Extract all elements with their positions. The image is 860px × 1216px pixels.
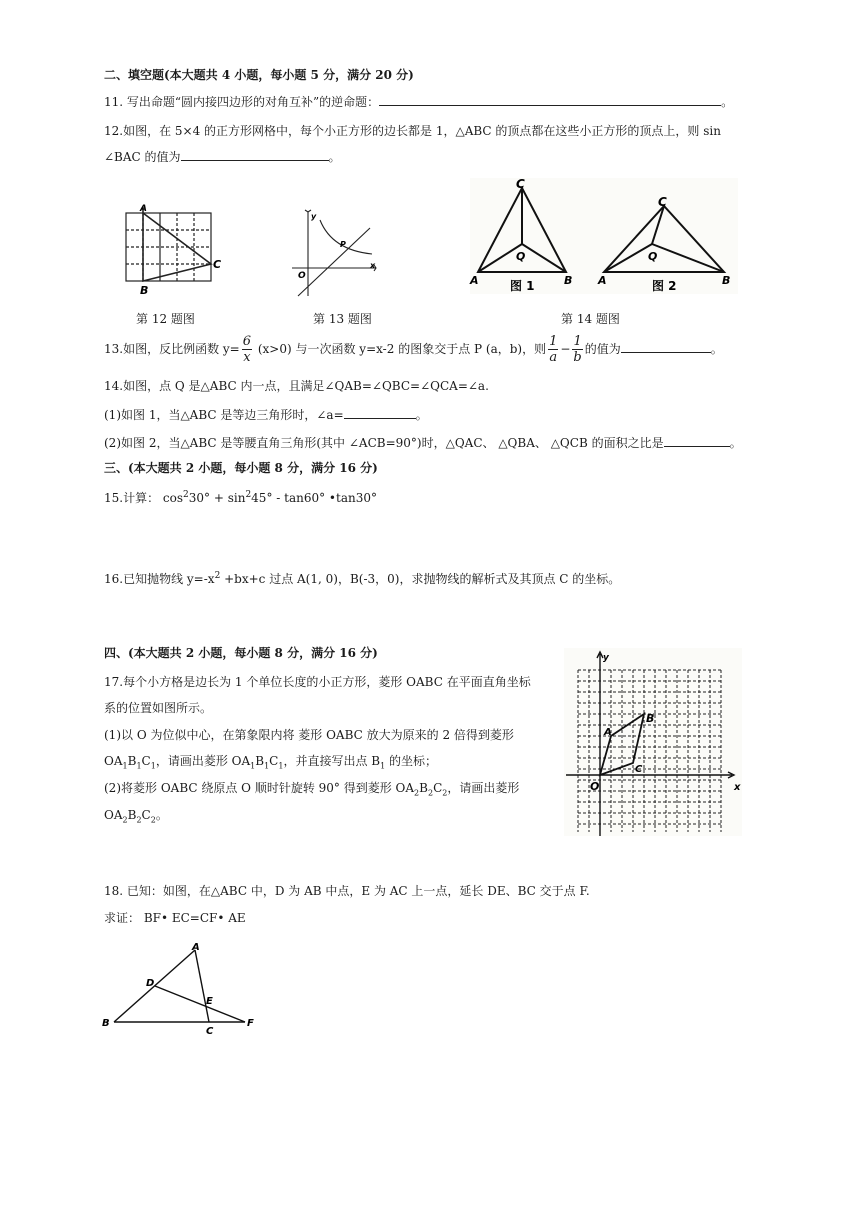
fig17-label-x: x xyxy=(734,782,741,793)
q13-f2-den: b xyxy=(573,350,582,365)
fig13-label-y: y xyxy=(311,212,317,221)
q14-part1-end: 。 xyxy=(415,408,428,422)
q17-sub-b1b: 1 xyxy=(264,761,270,771)
section3-heading: 三、(本大题共 2 小题，每小题 8 分，满分 16 分) xyxy=(104,461,378,475)
q17-sub-b1c: 1 xyxy=(380,761,386,771)
q14-part2-end: 。 xyxy=(729,436,742,450)
figure-13 xyxy=(290,210,380,300)
q14-line1: 14.如图，点 Q 是△ABC 内一点，且满足∠QAB=∠QBC=∠QCA=∠a. xyxy=(104,379,489,393)
fig14a-label-q: Q xyxy=(516,250,526,263)
q14-part2-answer-blank[interactable] xyxy=(664,434,730,447)
q17-line1: 17.每个小方格是边长为 1 个单位长度的小正方形，菱形 OABC 在平面直角坐标 xyxy=(104,675,531,689)
section2-heading: 二、填空题(本大题共 4 小题，每小题 5 分，满分 20 分) xyxy=(104,68,414,82)
q17-line4 xyxy=(104,753,437,774)
q17-l5-c: C xyxy=(433,781,443,795)
q17-l6-b: B xyxy=(127,808,137,822)
q13-fraction-1-over-a xyxy=(548,334,558,365)
q11-end: 。 xyxy=(721,95,734,109)
fig12-label-a: A xyxy=(140,204,147,214)
q14-part1-answer-blank[interactable] xyxy=(344,406,416,419)
q17-l4-f: C xyxy=(269,754,279,768)
q12-end: 。 xyxy=(328,150,341,164)
fig14a-label-b: B xyxy=(564,274,573,287)
q14-part2-text: (2)如图 2，当△ABC 是等腰直角三角形(其中 ∠ACB=90°)时，△QAC、 △QBA、 △QCB 的面积之比是 xyxy=(104,436,664,450)
fig14a-label-a: A xyxy=(470,274,479,287)
fig18-label-c: C xyxy=(206,1026,214,1037)
q17-l5-a: (2)将菱形 OABC 绕原点 O 顺时针旋转 90° 得到菱形 OA xyxy=(104,781,415,795)
q12-answer-blank[interactable] xyxy=(181,148,329,161)
q15-text-b: 30° + sin xyxy=(188,491,246,505)
q17-sub-a2b: 2 xyxy=(122,815,128,825)
q17-l4-c: C xyxy=(141,754,151,768)
q17-sub-c2: 2 xyxy=(442,788,448,798)
q17-line6 xyxy=(104,807,168,828)
q15-text-c: 45° - tan60° •tan30° xyxy=(251,491,377,505)
fig14b-label-b: B xyxy=(722,274,731,287)
q15-sup1: 2 xyxy=(183,490,189,500)
q17-sub-a2: 2 xyxy=(414,788,420,798)
q17-l4-h: 的坐标； xyxy=(385,754,437,768)
q11-answer-blank[interactable] xyxy=(379,93,721,106)
fig13-label-x: x xyxy=(370,261,376,270)
q13-f2-num: 1 xyxy=(573,334,582,349)
figure-17 xyxy=(562,648,744,838)
fig18-label-b: B xyxy=(102,1018,110,1029)
q16-text-b: +bx+c 过点 A(1, 0)，B(-3，0)，求抛物线的解析式及其顶点 C 的坐标。 xyxy=(220,572,621,586)
q11-text: 11. 写出命题“圆内接四边形的对角互补”的逆命题： xyxy=(104,95,380,109)
q17-line2: 系的位置如图所示。 xyxy=(104,701,213,715)
question-15 xyxy=(104,487,377,506)
q15-sup2: 2 xyxy=(245,490,252,500)
fig12-caption: 第 12 题图 xyxy=(136,312,195,326)
q13-answer-blank[interactable] xyxy=(621,340,711,353)
question-11 xyxy=(104,93,733,110)
q13-end: 。 xyxy=(710,342,723,356)
fig17-label-b: B xyxy=(646,712,655,725)
q17-l5-d: ，请画出菱形 xyxy=(447,781,520,795)
q16-sup: 2 xyxy=(214,571,221,581)
fig12-label-b: B xyxy=(140,284,149,297)
q12-line1: 12.如图，在 5×4 的正方形网格中，每个小正方形的边长都是 1，△ABC 的顶点都在这些小正方形的顶点上，则 sin xyxy=(104,124,721,138)
q13-f1-den: a xyxy=(549,350,558,365)
q17-l6-c: C xyxy=(141,808,151,822)
fig17-label-y: y xyxy=(603,653,609,663)
fig14-caption: 第 14 题图 xyxy=(561,312,620,326)
q17-line5 xyxy=(104,780,519,801)
q17-l5-b: B xyxy=(419,781,428,795)
fig18-label-f: F xyxy=(247,1018,254,1029)
q17-l4-a: OA xyxy=(104,754,123,768)
question-12-line2 xyxy=(104,148,341,165)
q13-minus: − xyxy=(560,342,571,356)
question-14-part2 xyxy=(104,434,742,451)
q17-sub-b1: 1 xyxy=(136,761,142,771)
fig17-label-a: A xyxy=(604,727,612,738)
fig13-label-p: P xyxy=(340,240,346,249)
fig17-label-o: O xyxy=(590,780,600,793)
q17-sub-b2b: 2 xyxy=(136,815,142,825)
q13-f1-num: 1 xyxy=(549,334,558,349)
q17-sub-c1b: 1 xyxy=(278,761,284,771)
q13-text-c: 的值为 xyxy=(584,342,621,356)
q17-l4-d: ，请画出菱形 OA xyxy=(155,754,251,768)
q13-fraction-1-over-b xyxy=(572,334,582,365)
fig14-label-2: 图 2 xyxy=(652,279,677,293)
figure-18 xyxy=(100,940,260,1036)
q17-line3: (1)以 O 为位似中心，在第象限内将 菱形 OABC 放大为原来的 2 倍得到菱形 xyxy=(104,728,514,742)
q17-l6-d: 。 xyxy=(155,808,168,822)
q13-text-a: 13.如图，反比例函数 y= xyxy=(104,342,240,356)
fig17-label-c: C xyxy=(635,764,643,775)
question-14-part1 xyxy=(104,406,428,423)
q16-text-a: 16.已知抛物线 y=-x xyxy=(104,572,215,586)
q12-line2: ∠BAC 的值为 xyxy=(104,150,181,164)
q17-sub-a1: 1 xyxy=(122,761,128,771)
fig12-label-c: C xyxy=(213,258,222,271)
q17-sub-a1b: 1 xyxy=(250,761,256,771)
figure-12 xyxy=(118,205,228,295)
fig18-label-e: E xyxy=(206,996,213,1007)
q17-sub-b2: 2 xyxy=(427,788,434,798)
question-16 xyxy=(104,568,620,587)
q17-sub-c1: 1 xyxy=(150,761,156,771)
q17-sub-c2b: 2 xyxy=(150,815,156,825)
section4-heading: 四、(本大题共 2 小题，每小题 8 分，满分 16 分) xyxy=(104,646,378,660)
fig14b-label-a: A xyxy=(598,274,607,287)
q18-line2: 求证： BF• EC=CF• AE xyxy=(104,911,246,925)
fig14a-label-c: C xyxy=(516,177,525,191)
fig13-label-o: O xyxy=(298,271,306,281)
fig14b-label-q: Q xyxy=(648,250,658,263)
q13-fraction-6-over-x xyxy=(242,334,252,365)
q13-frac-num: 6 xyxy=(242,334,252,349)
fig13-caption: 第 13 题图 xyxy=(313,312,372,326)
q18-line1: 18. 已知：如图，在△ABC 中，D 为 AB 中点，E 为 AC 上一点，延长 DE、BC 交于点 F. xyxy=(104,884,590,898)
q13-text-b: (x>0) 与一次函数 y=x-2 的图象交于点 P (a，b)，则 xyxy=(257,342,547,356)
q13-frac-den: x xyxy=(243,350,251,365)
figure-14 xyxy=(466,176,746,298)
q17-l4-g: ，并直接写出点 B xyxy=(283,754,381,768)
q15-text-a: 15.计算： cos xyxy=(104,491,184,505)
q17-l4-b: B xyxy=(127,754,137,768)
fig14b-label-c: C xyxy=(658,195,667,209)
fig18-label-d: D xyxy=(146,978,155,989)
fig14-label-1: 图 1 xyxy=(510,279,535,293)
q17-l4-e: B xyxy=(255,754,265,768)
q17-l6-a: OA xyxy=(104,808,123,822)
q14-part1-text: (1)如图 1，当△ABC 是等边三角形时，∠a= xyxy=(104,408,344,422)
question-13 xyxy=(104,331,723,367)
fig18-label-a: A xyxy=(192,942,200,953)
